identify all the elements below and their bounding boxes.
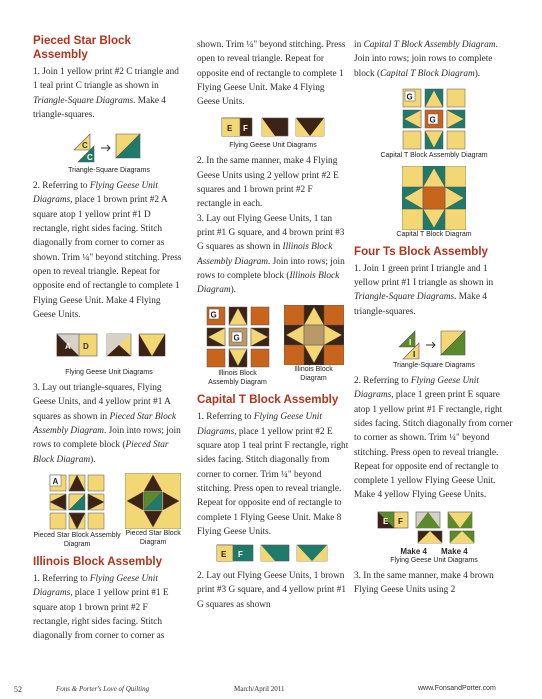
illinois-step-2: 2. In the same manner, make 4 Flying Geese Units using 2 yellow print #2 E squares and 1 brown print #2 F rectangle in each. xyxy=(197,156,339,210)
pieced-star-assembly-caption: Pieced Star Block Assembly Diagram xyxy=(33,531,121,548)
flying-geese-caption-2: Flying Geese Unit Diagrams xyxy=(229,142,317,150)
flying-geese-diagram-2 xyxy=(218,115,328,141)
illinois-figures xyxy=(197,305,349,387)
rect-label-f2: F xyxy=(238,550,243,560)
square-label-e: E xyxy=(227,124,233,134)
triangle-square-figure-2 xyxy=(354,325,514,370)
capital-t-assembly-diagram xyxy=(401,87,467,151)
illinois-block-figure xyxy=(284,305,344,383)
pieced-step-3: 3. Lay out triangle-squares, Flying Geese Units, and 4 yellow print #1 A squares as shown in Pieced Star Block Assembly Diagram. Join into rows; join rows to complete block (Pieced Star Block Diagram). xyxy=(33,383,181,465)
capital-t-block-figure xyxy=(354,166,514,239)
illinois-assembly-caption: Illinois Block Assembly Diagram xyxy=(208,370,267,387)
flying-geese-caption-4: Flying Geese Unit Diagrams xyxy=(390,556,478,564)
page-footer xyxy=(0,681,542,699)
pieced-star-figures xyxy=(33,473,185,549)
illinois-label-g1: G xyxy=(210,310,217,320)
capital-t-label-g1: G xyxy=(406,92,413,102)
pieced-star-assembly-diagram xyxy=(48,473,106,531)
four-ts-heading: Four Ts Block Assembly xyxy=(354,244,489,258)
pieced-step-2: 2. Referring to Flying Geese Unit Diagrams, place 1 brown print #2 A square atop 1 yellow print #1 D rectangle, right sides facing. Stitch diagonally from corner to corner as shown. Trim ¼" beyond stitching. Press open to reveal triangle. Repeat for opposite end of rectangle to complete 1 Flying Geese Unit. Make 4 Flying Geese Units. xyxy=(33,181,182,320)
flying-geese-figure-2 xyxy=(197,115,349,150)
triangle-square-diagram-2 xyxy=(389,325,479,361)
capital-t-block-diagram xyxy=(402,166,466,230)
flying-geese-diagram-3 xyxy=(213,543,333,565)
illinois-step-1-cont: shown. Trim ¼" beyond stitching. Press open to reveal triangle. Repeat for opposite end of rectangle to complete 1 Flying Geese Unit. Make 4 Flying Geese Units. xyxy=(197,40,346,108)
flying-geese-figure-1 xyxy=(33,328,185,377)
four-ts-step-3: 3. In the same manner, make 4 brown Flying Geese Units using 2 xyxy=(354,570,494,596)
illinois-step-3: 3. Lay out Flying Geese Units, 1 tan print #1 G square, and 4 brown print #3 G squares as shown in Illinois Block Assembly Diagram. Join into rows; join rows to complete block (Illinois Block Diagram). xyxy=(197,213,345,296)
flying-geese-diagram-4 xyxy=(374,509,494,545)
capital-t-heading: Capital T Block Assembly xyxy=(197,393,339,407)
make-label-2: Make 4 xyxy=(441,546,468,556)
triangle-label-c1: C xyxy=(82,141,88,151)
illinois-assembly-diagram xyxy=(205,305,271,369)
rect-label-f3: F xyxy=(398,516,403,526)
make-label-1: Make 4 xyxy=(400,546,427,556)
illinois-heading: Illinois Block Assembly xyxy=(33,554,163,568)
flying-geese-diagram-1 xyxy=(49,328,169,368)
issue-date: March/April 2011 xyxy=(234,685,285,693)
flying-geese-figure-3 xyxy=(197,543,349,565)
square-label-e2: E xyxy=(221,550,227,560)
make-labels xyxy=(354,547,514,556)
triangle-square-diagram xyxy=(64,128,154,166)
pieced-step-1: 1. Join 1 yellow print #2 C triangle and 1 teal print C triangle as shown in Triangle-Square Diagrams. Make 4 triangle-squares. xyxy=(33,67,179,120)
flying-geese-caption-1: Flying Geese Unit Diagrams xyxy=(65,369,153,377)
square-label-e3: E xyxy=(383,516,389,526)
column-3 xyxy=(354,38,514,597)
column-2 xyxy=(197,38,349,612)
triangle-square-caption: Triangle-Square Diagrams xyxy=(68,167,150,175)
capital-t-label-g2: G xyxy=(429,115,436,125)
triangle-label-i2: I xyxy=(413,350,416,360)
illinois-assembly-figure xyxy=(203,305,273,387)
capital-t-block-caption: Capital T Block Diagram xyxy=(396,230,472,238)
page-number: 52 xyxy=(14,685,22,694)
square-label-a: A xyxy=(65,342,71,352)
rect-label-d: D xyxy=(83,342,89,352)
capital-t-assembly-caption: Capital T Block Assembly Diagram xyxy=(380,151,488,159)
column-1 xyxy=(33,34,185,643)
pieced-star-assembly-figure xyxy=(33,473,121,549)
flying-geese-figure-4 xyxy=(354,509,514,565)
magazine-title: Fons & Porter's Love of Quilting xyxy=(56,685,150,693)
capital-t-step-2-cont: in Capital T Block Assembly Diagram. Join into rows; join rows to complete block (Capital T Block Diagram). xyxy=(354,40,498,79)
capital-t-assembly-figure xyxy=(354,87,514,160)
pieced-star-block-figure xyxy=(121,473,185,547)
assembly-label-a: A xyxy=(52,476,59,486)
website-link[interactable]: www.FonsandPorter.com xyxy=(418,685,496,692)
capital-t-step-1: 1. Referring to Flying Geese Unit Diagrams, place 1 yellow print #2 E square atop 1 teal print F rectangle, right sides facing. Stitch diagonally from corner to corner. Trim ¼" beyond stitching. Press open to reveal triangle. Repeat for opposite end of rectangle to complete 1 Flying Geese Unit. Make 8 Flying Geese Units. xyxy=(197,412,349,537)
illinois-block-caption: Illinois Block Diagram xyxy=(294,366,333,383)
rect-label-f: F xyxy=(243,124,248,134)
triangle-square-figure xyxy=(33,128,185,175)
triangle-square-caption-2: Triangle-Square Diagrams xyxy=(393,362,475,370)
pieced-star-heading: Pieced Star Block Assembly xyxy=(33,34,131,61)
illinois-step-1: 1. Referring to Flying Geese Unit Diagrams, place 1 yellow print #1 E square atop 1 brown print #2 F rectangle, right sides facing. Stitch diagonally from corner to corner as xyxy=(33,573,169,642)
pieced-star-block-diagram xyxy=(125,473,181,529)
pieced-star-block-caption: Pieced Star Block Diagram xyxy=(125,529,181,546)
four-ts-step-1: 1. Join 1 green print I triangle and 1 yellow print #1 I triangle as shown in Triangle-Square Diagrams. Make 4 triangle-squares. xyxy=(354,263,494,317)
capital-t-step-2: 2. Lay out Flying Geese Units, 1 brown print #3 G square, and 4 yellow print #1 G squares as shown xyxy=(197,571,346,610)
four-ts-step-2: 2. Referring to Flying Geese Unit Diagrams, place 1 green print E square atop 1 yellow print #1 F rectangle, right sides facing. Stitch diagonally from corner to corner as shown. Trim ¼" beyond stitching. Press open to reveal triangle. Repeat for opposite end of rectangle to complete 1 yellow Flying Geese Unit. Make 4 yellow Flying Geese Units. xyxy=(354,376,513,501)
illinois-label-g2: G xyxy=(233,333,240,343)
illinois-block-diagram xyxy=(284,305,344,365)
triangle-label-c2: C xyxy=(87,153,93,163)
triangle-label-i1: I xyxy=(409,338,412,348)
